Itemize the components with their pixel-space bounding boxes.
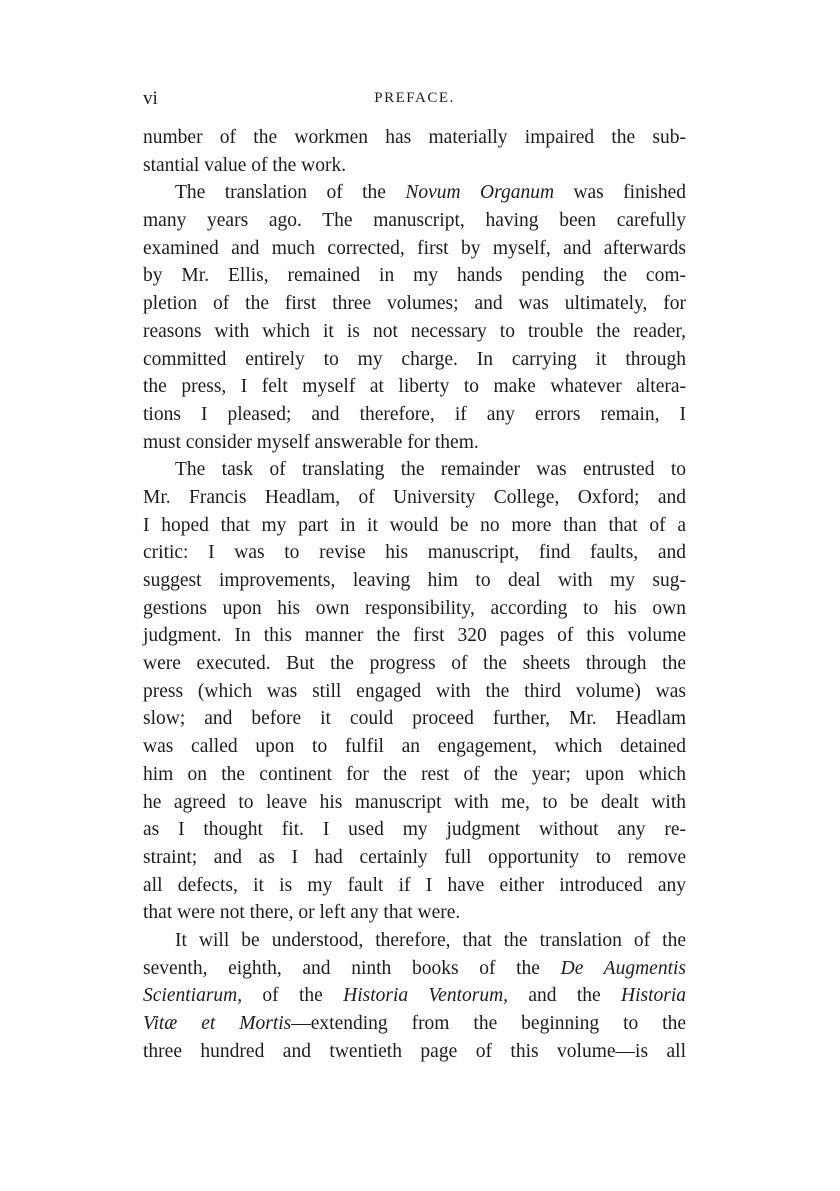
text-line: Mr. Francis Headlam, of University College, Oxford; and — [143, 486, 686, 508]
text-line: examined and much corrected, first by myself, and afterwards — [143, 237, 686, 259]
text-line: straint; and as I had certainly full opportunity to remove — [143, 846, 686, 868]
text-line: he agreed to leave his manuscript with me, to be dealt with — [143, 791, 686, 813]
text-line: press (which was still engaged with the third volume) was — [143, 680, 686, 702]
text-line: stantial value of the work. — [143, 154, 347, 176]
body-text — [143, 124, 686, 1065]
text-line: tions I pleased; and therefore, if any errors remain, I — [143, 403, 686, 425]
text-segment: —extending from the beginning to the — [291, 1013, 686, 1034]
text-line: were executed. But the progress of the sheets through the — [143, 653, 686, 675]
text-line: by Mr. Ellis, remained in my hands pending the com- — [143, 265, 686, 287]
text-line: reasons with which it is not necessary to trouble the reader, — [143, 320, 686, 342]
text-segment: was finished — [554, 182, 686, 204]
italic-title: Historia — [620, 985, 686, 1007]
text-line — [143, 955, 686, 983]
italic-title: De Augmentis — [560, 957, 686, 979]
page-number: vi — [143, 88, 158, 109]
text-line — [143, 982, 686, 1010]
text-line: The task of translating the remainder was entrusted to — [175, 459, 686, 481]
text-line: slow; and before it could proceed further, Mr. Headlam — [143, 708, 686, 730]
text-line: that were not there, or left any that were. — [143, 902, 461, 924]
running-title: PREFACE. — [374, 90, 455, 106]
text-line: It will be understood, therefore, that the translation of the — [175, 929, 686, 951]
text-line: the press, I felt myself at liberty to make whatever altera- — [143, 376, 686, 398]
text-segment: The translation of the — [175, 182, 406, 204]
italic-title: Vitæ et Mortis — [143, 1013, 292, 1034]
text-line — [143, 179, 686, 207]
text-line: as I thought fit. I used my judgment without any re- — [143, 819, 686, 841]
text-line: must consider myself answerable for them. — [143, 431, 479, 453]
text-line: judgment. In this manner the first 320 pages of this volume — [143, 625, 686, 647]
running-head — [143, 88, 686, 118]
book-page — [143, 88, 686, 1065]
text-line: pletion of the first three volumes; and was ultimately, for — [143, 293, 686, 315]
text-line: committed entirely to my charge. In carrying it through — [143, 348, 686, 370]
text-line: number of the workmen has materially impaired the sub- — [143, 127, 686, 148]
text-line: gestions upon his own responsibility, according to his own — [143, 597, 686, 619]
text-line: all defects, it is my fault if I have either introduced any — [143, 874, 686, 896]
text-line: many years ago. The manuscript, having been carefully — [143, 210, 686, 232]
text-line: suggest improvements, leaving him to deal with my sug- — [143, 570, 686, 591]
italic-title: Novum Organum — [405, 182, 555, 204]
text-line — [143, 1010, 686, 1038]
text-segment: seventh, eighth, and ninth books of the — [143, 957, 561, 979]
text-line: him on the continent for the rest of the year; upon which — [143, 763, 686, 785]
text-line: three hundred and twentieth page of this volume—is all — [143, 1040, 686, 1062]
text-line: I hoped that my part in it would be no more than that of a — [143, 514, 686, 536]
text-segment: of the — [242, 985, 344, 1007]
text-segment: and the — [508, 985, 621, 1007]
text-line: critic: I was to revise his manuscript, find faults, and — [143, 542, 686, 564]
italic-title: Scientiarum, — [143, 985, 243, 1007]
text-line: was called upon to fulfil an engagement, which detained — [143, 736, 686, 758]
italic-title: Historia Ventorum, — [343, 985, 509, 1007]
